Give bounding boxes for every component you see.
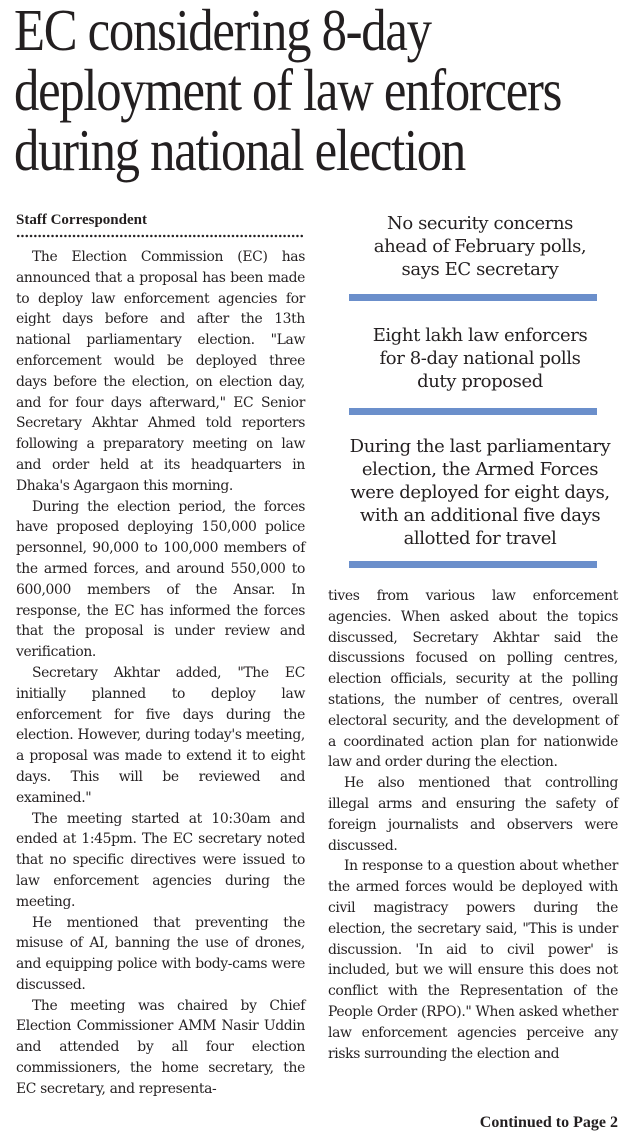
pull-quote-eight-lakh (340, 324, 620, 393)
pull-quote-line: election, the Armed Forces (361, 459, 599, 480)
paragraph: In response to a question about whether the armed forces would be deployed with civil magistracy powers during the election, the secretary said, "This is under discussion. 'In aid to civil power' is included, but we will ensure this does not conflict with the Representation of the People Order (RPO)." When asked whether law enforcement agencies perceive any risks surrounding the election and (328, 858, 618, 1062)
continued-link[interactable]: Continued to Page 2 (479, 1114, 618, 1131)
headline (14, 0, 629, 183)
pull-quote-line: were deployed for eight days, (350, 482, 610, 503)
paragraph: tives from various law enforcement agencies. When asked about the topics discussed, Secretary Akhtar said the discussions focused on polling centres, election officials, security at the polling stations, the number of centres, overall electoral security, and the development of a coordinated action plan for nationwide law and order during the election. (328, 588, 618, 771)
pull-quote-armed-forces (340, 435, 620, 550)
pull-quote-line: allotted for travel (403, 528, 557, 549)
pull-quote-line: No security concerns (386, 213, 574, 234)
paragraph: The Election Commission (EC) has announced that a proposal has been made to deploy law enforcement agencies for eight days before and after the 13th national parliamentary election. "Law enforcement would be deployed three days before the election, on election day, and for four days afterward," EC Senior Secretary Akhtar Ahmed told reporters following a preparatory meeting on law and order held at its headquarters in Dhaka's Agargaon this morning. (16, 249, 305, 494)
paragraph: Secretary Akhtar added, "The EC initially planned to deploy law enforcement for five days during the election. However, during today's meeting, a proposal was made to extend it to eight days. This will be reviewed and examined." (16, 664, 305, 806)
body-column-left (16, 247, 305, 1100)
headline-line: during national election (14, 117, 465, 183)
paragraph: The meeting started at 10:30am and ended at 1:45pm. The EC secretary noted that no specific directives were issued to law enforcement agencies during the meeting. (16, 810, 305, 910)
accent-divider (349, 408, 597, 415)
pull-quote-line: During the last parliamentary (349, 436, 611, 457)
dotted-divider (16, 234, 304, 238)
body-column-right (328, 586, 618, 1064)
paragraph: He also mentioned that controlling illegal arms and ensuring the safety of foreign journalists and observers were discussed. (328, 775, 618, 854)
accent-divider (349, 294, 597, 301)
pull-quote-line: Eight lakh law enforcers (372, 325, 588, 346)
pull-quote-security (340, 212, 620, 281)
pull-quote-line: with an additional five days (359, 505, 601, 526)
headline-line: EC considering 8-day (14, 0, 431, 63)
paragraph: The meeting was chaired by Chief Election Commissioner AMM Nasir Uddin and attended by all four election commissioners, the home secretary, the EC secretary, and representa- (16, 997, 305, 1097)
byline: Staff Correspondent (16, 212, 147, 228)
accent-divider (349, 561, 597, 568)
paragraph: During the election period, the forces have proposed deploying 150,000 police personnel, 90,000 to 100,000 members of the armed forces, and around 550,000 to 600,000 members of the Ansar. In response, the EC has informed the forces that the proposal is under review and verification. (16, 498, 305, 661)
pull-quote-line: ahead of February polls, (373, 236, 587, 257)
paragraph: He mentioned that preventing the misuse of AI, banning the use of drones, and equipping police with body-cams were discussed. (16, 914, 305, 993)
headline-line: deployment of law enforcers (14, 57, 562, 123)
pull-quote-line: says EC secretary (401, 259, 559, 280)
pull-quote-line: for 8-day national polls (379, 348, 581, 369)
pull-quote-line: duty proposed (417, 371, 543, 392)
